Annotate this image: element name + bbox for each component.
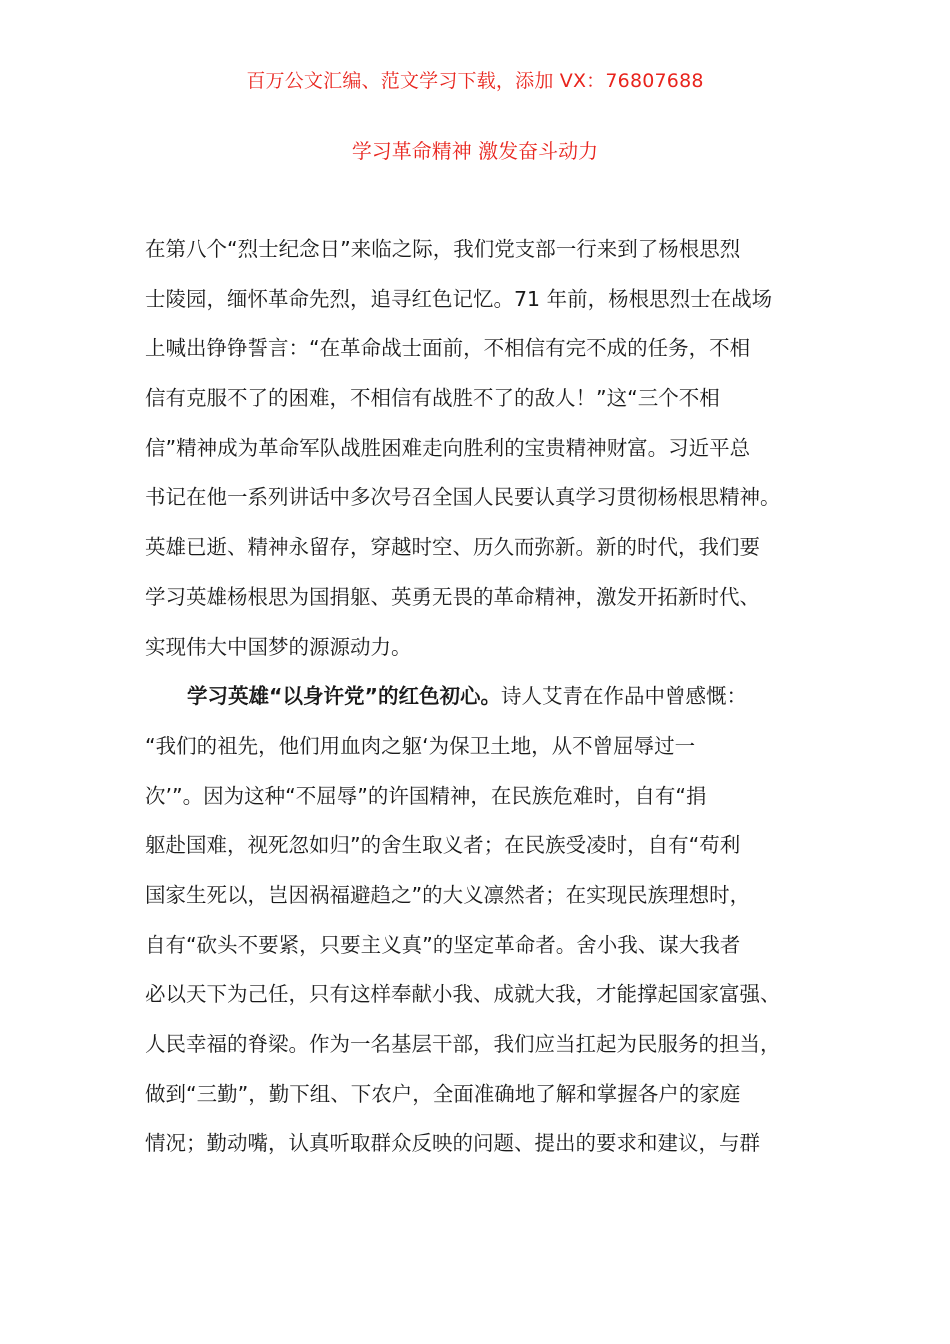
text-line: 自有“砍头不要紧，只要主义真”的坚定革命者。舍小我、谋大我者 — [145, 932, 741, 957]
text-line: 人民幸福的脊梁。作为一名基层干部，我们应当扛起为民服务的担当， — [145, 1032, 781, 1056]
text-line: 情况；勤动嘴，认真听取群众反映的问题、提出的要求和建议，与群 — [145, 1131, 760, 1156]
text-line: 必以天下为己任，只有这样奉献小我、成就大我，才能撑起国家富强、 — [145, 982, 781, 1007]
text-line: 做到“三勤”，勤下组、下农户，全面准确地了解和掌握各户的家庭 — [145, 1081, 741, 1106]
paragraph-1 — [145, 225, 815, 672]
text-line: 国家生死以，岂因祸福避趋之”的大义凛然者；在实现民族理想时， — [145, 882, 751, 907]
heading-continuation: 诗人艾青在作品中曾感慨： — [500, 684, 747, 709]
header-notice: 百万公文汇编、范文学习下载，添加 VX：76807688 — [246, 70, 704, 92]
text-line — [145, 672, 815, 722]
text-line: 躯赴国难，视死忽如归”的舍生取义者；在民族受凌时，自有“苟利 — [145, 833, 741, 858]
text-line: “我们的祖先，他们用血肉之躯‘为保卫土地，从不曾屈辱过一 — [145, 733, 696, 758]
text-line: 书记在他一系列讲话中多次号召全国人民要认真学习贯彻杨根思精神。 — [145, 485, 781, 510]
text-line: 信”精神成为革命军队战胜困难走向胜利的宝贵精神财富。习近平总 — [145, 435, 751, 460]
document-body — [145, 225, 815, 1169]
text-line: 信有克服不了的困难，不相信有战胜不了的敌人！”这“三个不相 — [145, 386, 720, 411]
paragraph-heading: 学习英雄“以身许党”的红色初心。 — [187, 684, 501, 709]
text-line: 士陵园，缅怀革命先烈，追寻红色记忆。71 年前，杨根思烈士在战场 — [145, 286, 773, 311]
text-line: 学习英雄杨根思为国捐躯、英勇无畏的革命精神，激发开拓新时代、 — [145, 584, 760, 609]
document-title: 学习革命精神 激发奋斗动力 — [351, 139, 599, 163]
text-line: 实现伟大中国梦的源源动力。 — [145, 634, 412, 659]
text-line: 英雄已逝、精神永留存，穿越时空、历久而弥新。新的时代，我们要 — [145, 535, 760, 560]
paragraph-2 — [145, 672, 815, 1169]
text-line: 次’”。因为这种“不屈辱”的许国精神，在民族危难时，自有“捐 — [145, 783, 707, 808]
text-line: 上喊出铮铮誓言：“在革命战士面前，不相信有完不成的任务，不相 — [145, 336, 751, 361]
text-line: 在第八个“烈士纪念日”来临之际，我们党支部一行来到了杨根思烈 — [145, 237, 741, 261]
